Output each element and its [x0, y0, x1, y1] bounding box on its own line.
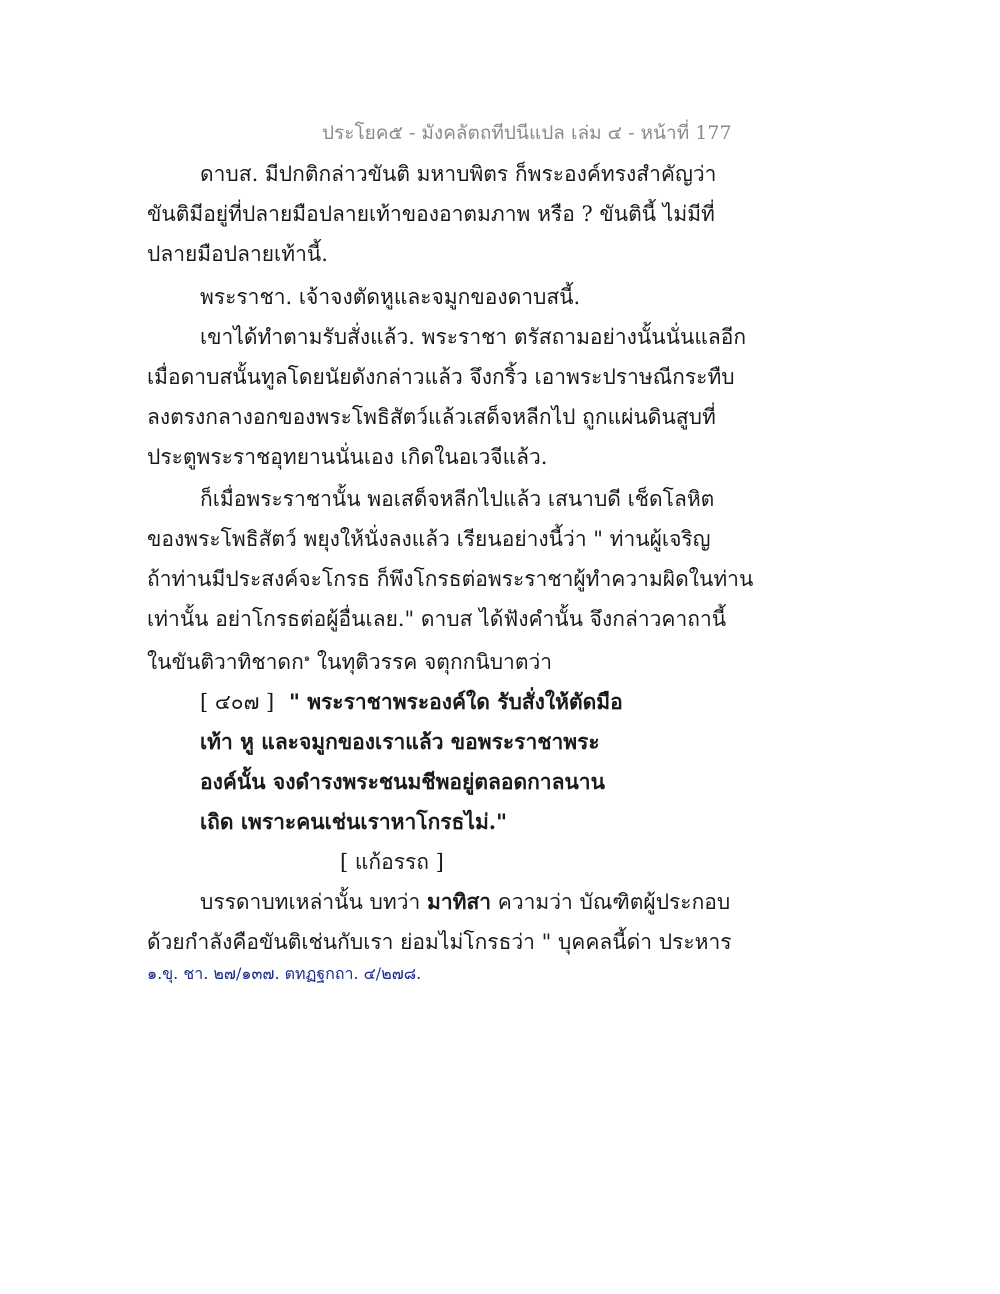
paragraph-3-line-3: ลงตรงกลางอกของพระโพธิสัตว์แล้วเสด็จหลีกไป ถูกแผ่นดินสูบที่	[147, 405, 716, 429]
paragraph-5-text-b: ความว่า บัณฑิตผู้ประกอบ	[491, 890, 731, 914]
verse-line-2: เท้า หู และจมูกของเราแล้ว ขอพระราชาพระ	[200, 729, 600, 754]
paragraph-4-line-5	[147, 645, 552, 676]
paragraph-4-line-4: เท่านั้น อย่าโกรธต่อผู้อื่นเลย." ดาบส ได้ฟังคำนั้น จึงกล่าวคาถานี้	[147, 607, 727, 631]
paragraph-1-line-2: ขันติมีอยู่ที่ปลายมือปลายเท้าของอาตมภาพ หรือ ? ขันตินี้ ไม่มีที่	[147, 202, 715, 226]
jataka-name: ในขันติวาทิชาดก	[147, 650, 304, 674]
term-madisa: มาทิสา	[427, 889, 492, 914]
paragraph-5-line-1	[200, 888, 730, 916]
paragraph-3-line-4: ประตูพระราชอุทยานนั่นเอง เกิดในอเวจีแล้ว.	[147, 445, 548, 469]
paragraph-3-line-1: เขาได้ทำตามรับสั่งแล้ว. พระราชา ตรัสถามอย่างนั้นนั่นแลอีก	[200, 325, 747, 349]
verse-line-1	[200, 688, 623, 716]
paragraph-1-line-1: ดาบส. มีปกติกล่าวขันติ มหาบพิตร ก็พระองค์ทรงสำคัญว่า	[200, 162, 717, 186]
verse-line-4: เถิด เพราะคนเช่นเราหาโกรธไม่."	[200, 809, 508, 834]
jataka-location: ในทุติวรรค จตุกกนิบาตว่า	[310, 650, 553, 674]
paragraph-1-line-3: ปลายมือปลายเท้านี้.	[147, 242, 328, 266]
footnote: ๑.ขุ. ชา. ๒๗/๑๓๗. ตทฏฐกถา. ๔/๒๗๘.	[147, 964, 422, 983]
paragraph-4-line-2: ของพระโพธิสัตว์ พยุงให้นั่งลงแล้ว เรียนอย่างนี้ว่า " ท่านผู้เจริญ	[147, 527, 711, 551]
verse-text-1: " พระราชาพระองค์ใด รับสั่งให้ตัดมือ	[288, 689, 623, 714]
running-header: ประโยค๕ - มังคลัตถทีปนีแปล เล่ม ๔ - หน้าที่ 177	[322, 122, 732, 144]
paragraph-4-line-1: ก็เมื่อพระราชานั้น พอเสด็จหลีกไปแล้ว เสนาบดี เช็ดโลหิต	[200, 487, 715, 511]
paragraph-5-line-2: ด้วยกำลังคือขันติเช่นกับเรา ย่อมไม่โกรธว่า " บุคคลนี้ด่า ประหาร	[147, 930, 732, 954]
verse-line-3: องค์นั้น จงดำรงพระชนมชีพอยู่ตลอดกาลนาน	[200, 769, 605, 794]
paragraph-4-line-3: ถ้าท่านมีประสงค์จะโกรธ ก็พึงโกรธต่อพระราชาผู้ทำความผิดในท่าน	[147, 567, 754, 591]
paragraph-3-line-2: เมื่อดาบสนั้นทูลโดยนัยดังกล่าวแล้ว จึงกริ้ว เอาพระปราษณีกระทืบ	[147, 365, 735, 389]
paragraph-5-text-a: บรรดาบทเหล่านั้น บทว่า	[200, 890, 427, 914]
verse-number: [ ๔๐๗ ]	[200, 690, 275, 714]
section-heading: [ แก้อรรถ ]	[340, 850, 444, 874]
paragraph-2-line-1: พระราชา. เจ้าจงตัดหูและจมูกของดาบสนี้.	[200, 285, 581, 309]
footnote-marker: ๑	[303, 653, 311, 664]
